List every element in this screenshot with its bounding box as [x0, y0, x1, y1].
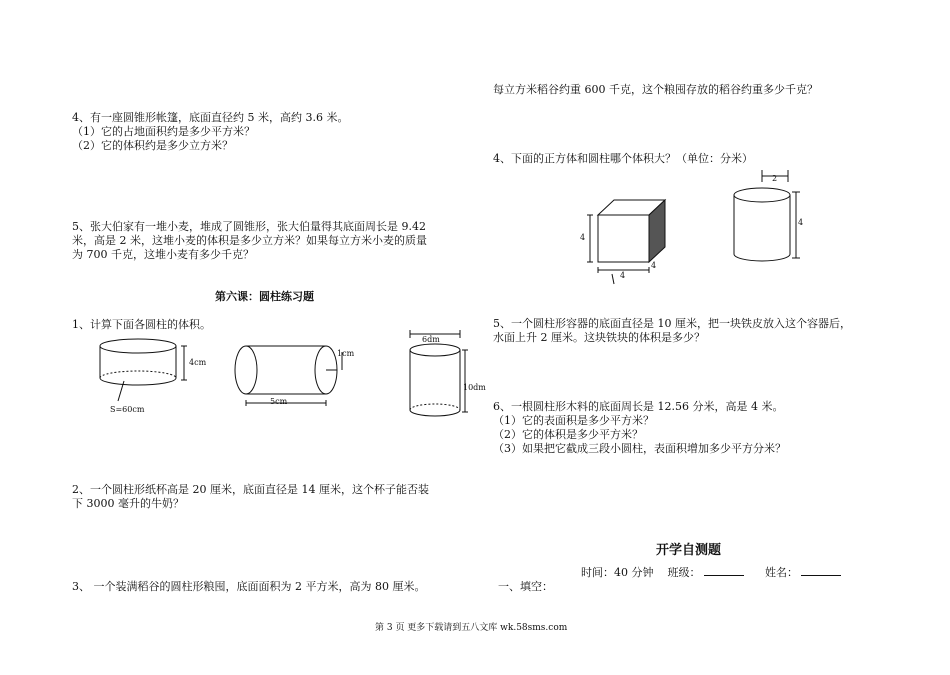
right-question-5-line-1: 5、一个圆柱形容器的底面直径是 10 厘米，把一块铁皮放入这个容器后，	[493, 317, 851, 330]
question-5-line-2: 米，高是 2 米，这堆小麦的体积是多少立方米？如果每立方米小麦的质量	[72, 234, 427, 247]
fig1-height-label: 4cm	[189, 358, 207, 367]
class-label: 班级：	[667, 566, 701, 579]
continuation-text: 每立方米稻谷约重 600 千克，这个粮囤存放的稻谷约重多少千克？	[493, 83, 818, 96]
question-4-title: 4、有一座圆锥形帐篷，底面直径约 5 米，高约 3.6 米。	[72, 111, 349, 124]
right-question-6-sub-2: （2）它的体积是多少平方米？	[493, 428, 643, 441]
class-blank[interactable]	[704, 565, 744, 576]
section-1-title: 一、填空：	[498, 580, 553, 593]
right-question-6-sub-3: （3）如果把它截成三段小圆柱，表面积增加多少平方分米？	[493, 442, 786, 455]
lesson-title: 第六课：圆柱练习题	[215, 290, 314, 303]
right-cylinder-figure	[730, 170, 820, 270]
page-footer: 第 3 页 更多下载请到五八文库 wk.58sms.com	[375, 623, 568, 633]
cube-height-label: 4	[580, 233, 586, 242]
name-blank[interactable]	[801, 565, 841, 576]
problem-3-text: 3、 一个装满稻谷的圆柱形粮囤，底面面积为 2 平方米，高为 80 厘米。	[72, 580, 426, 593]
cyl-radius-label: 2	[772, 174, 778, 183]
question-5-line-1: 5、张大伯家有一堆小麦，堆成了圆锥形，张大伯量得其底面周长是 9.42	[72, 220, 426, 233]
right-question-6-sub-1: （1）它的表面积是多少平方米？	[493, 414, 654, 427]
exam-title: 开学自测题	[656, 543, 722, 558]
fig2-radius-label: 1cm	[337, 349, 355, 358]
problem-1-title: 1、计算下面各圆柱的体积。	[72, 318, 211, 331]
fig1-base-label: S=60cm	[110, 405, 145, 414]
cylinder-figure-2	[232, 342, 362, 412]
question-4-sub-2: （2）它的体积约是多少立方米？	[72, 139, 233, 152]
exam-time: 时间：40 分钟	[581, 566, 654, 579]
cylinder-figure-1	[96, 336, 216, 421]
cube-depth-label: 4	[651, 261, 657, 270]
cylinder-figure-3	[400, 330, 490, 430]
problem-2-line-2: 下 3000 毫升的牛奶？	[72, 497, 184, 510]
right-question-5-line-2: 水面上升 2 厘米。这块铁块的体积是多少？	[493, 331, 705, 344]
name-label: 姓名：	[764, 566, 798, 579]
question-5-line-3: 为 700 千克，这堆小麦有多少千克？	[72, 248, 254, 261]
question-4-sub-1: （1）它的占地面积约是多少平方米？	[72, 125, 255, 138]
fig2-length-label: 5cm	[270, 397, 288, 406]
fig3-diameter-label: 6dm	[422, 335, 440, 344]
problem-2-line-1: 2、一个圆柱形纸杯高是 20 厘米，底面直径是 14 厘米，这个杯子能否装	[72, 483, 429, 496]
fig3-height-label: 10dm	[463, 383, 486, 392]
cube-figure	[572, 196, 672, 286]
right-question-4-title: 4、下面的正方体和圆柱哪个体积大？（单位：分米）	[493, 152, 753, 165]
cyl-height-label: 4	[798, 218, 804, 227]
cube-width-label: 4	[620, 271, 626, 280]
exam-info	[581, 565, 841, 580]
right-question-6-title: 6、一根圆柱形木料的底面周长是 12.56 分米，高是 4 米。	[493, 400, 784, 413]
